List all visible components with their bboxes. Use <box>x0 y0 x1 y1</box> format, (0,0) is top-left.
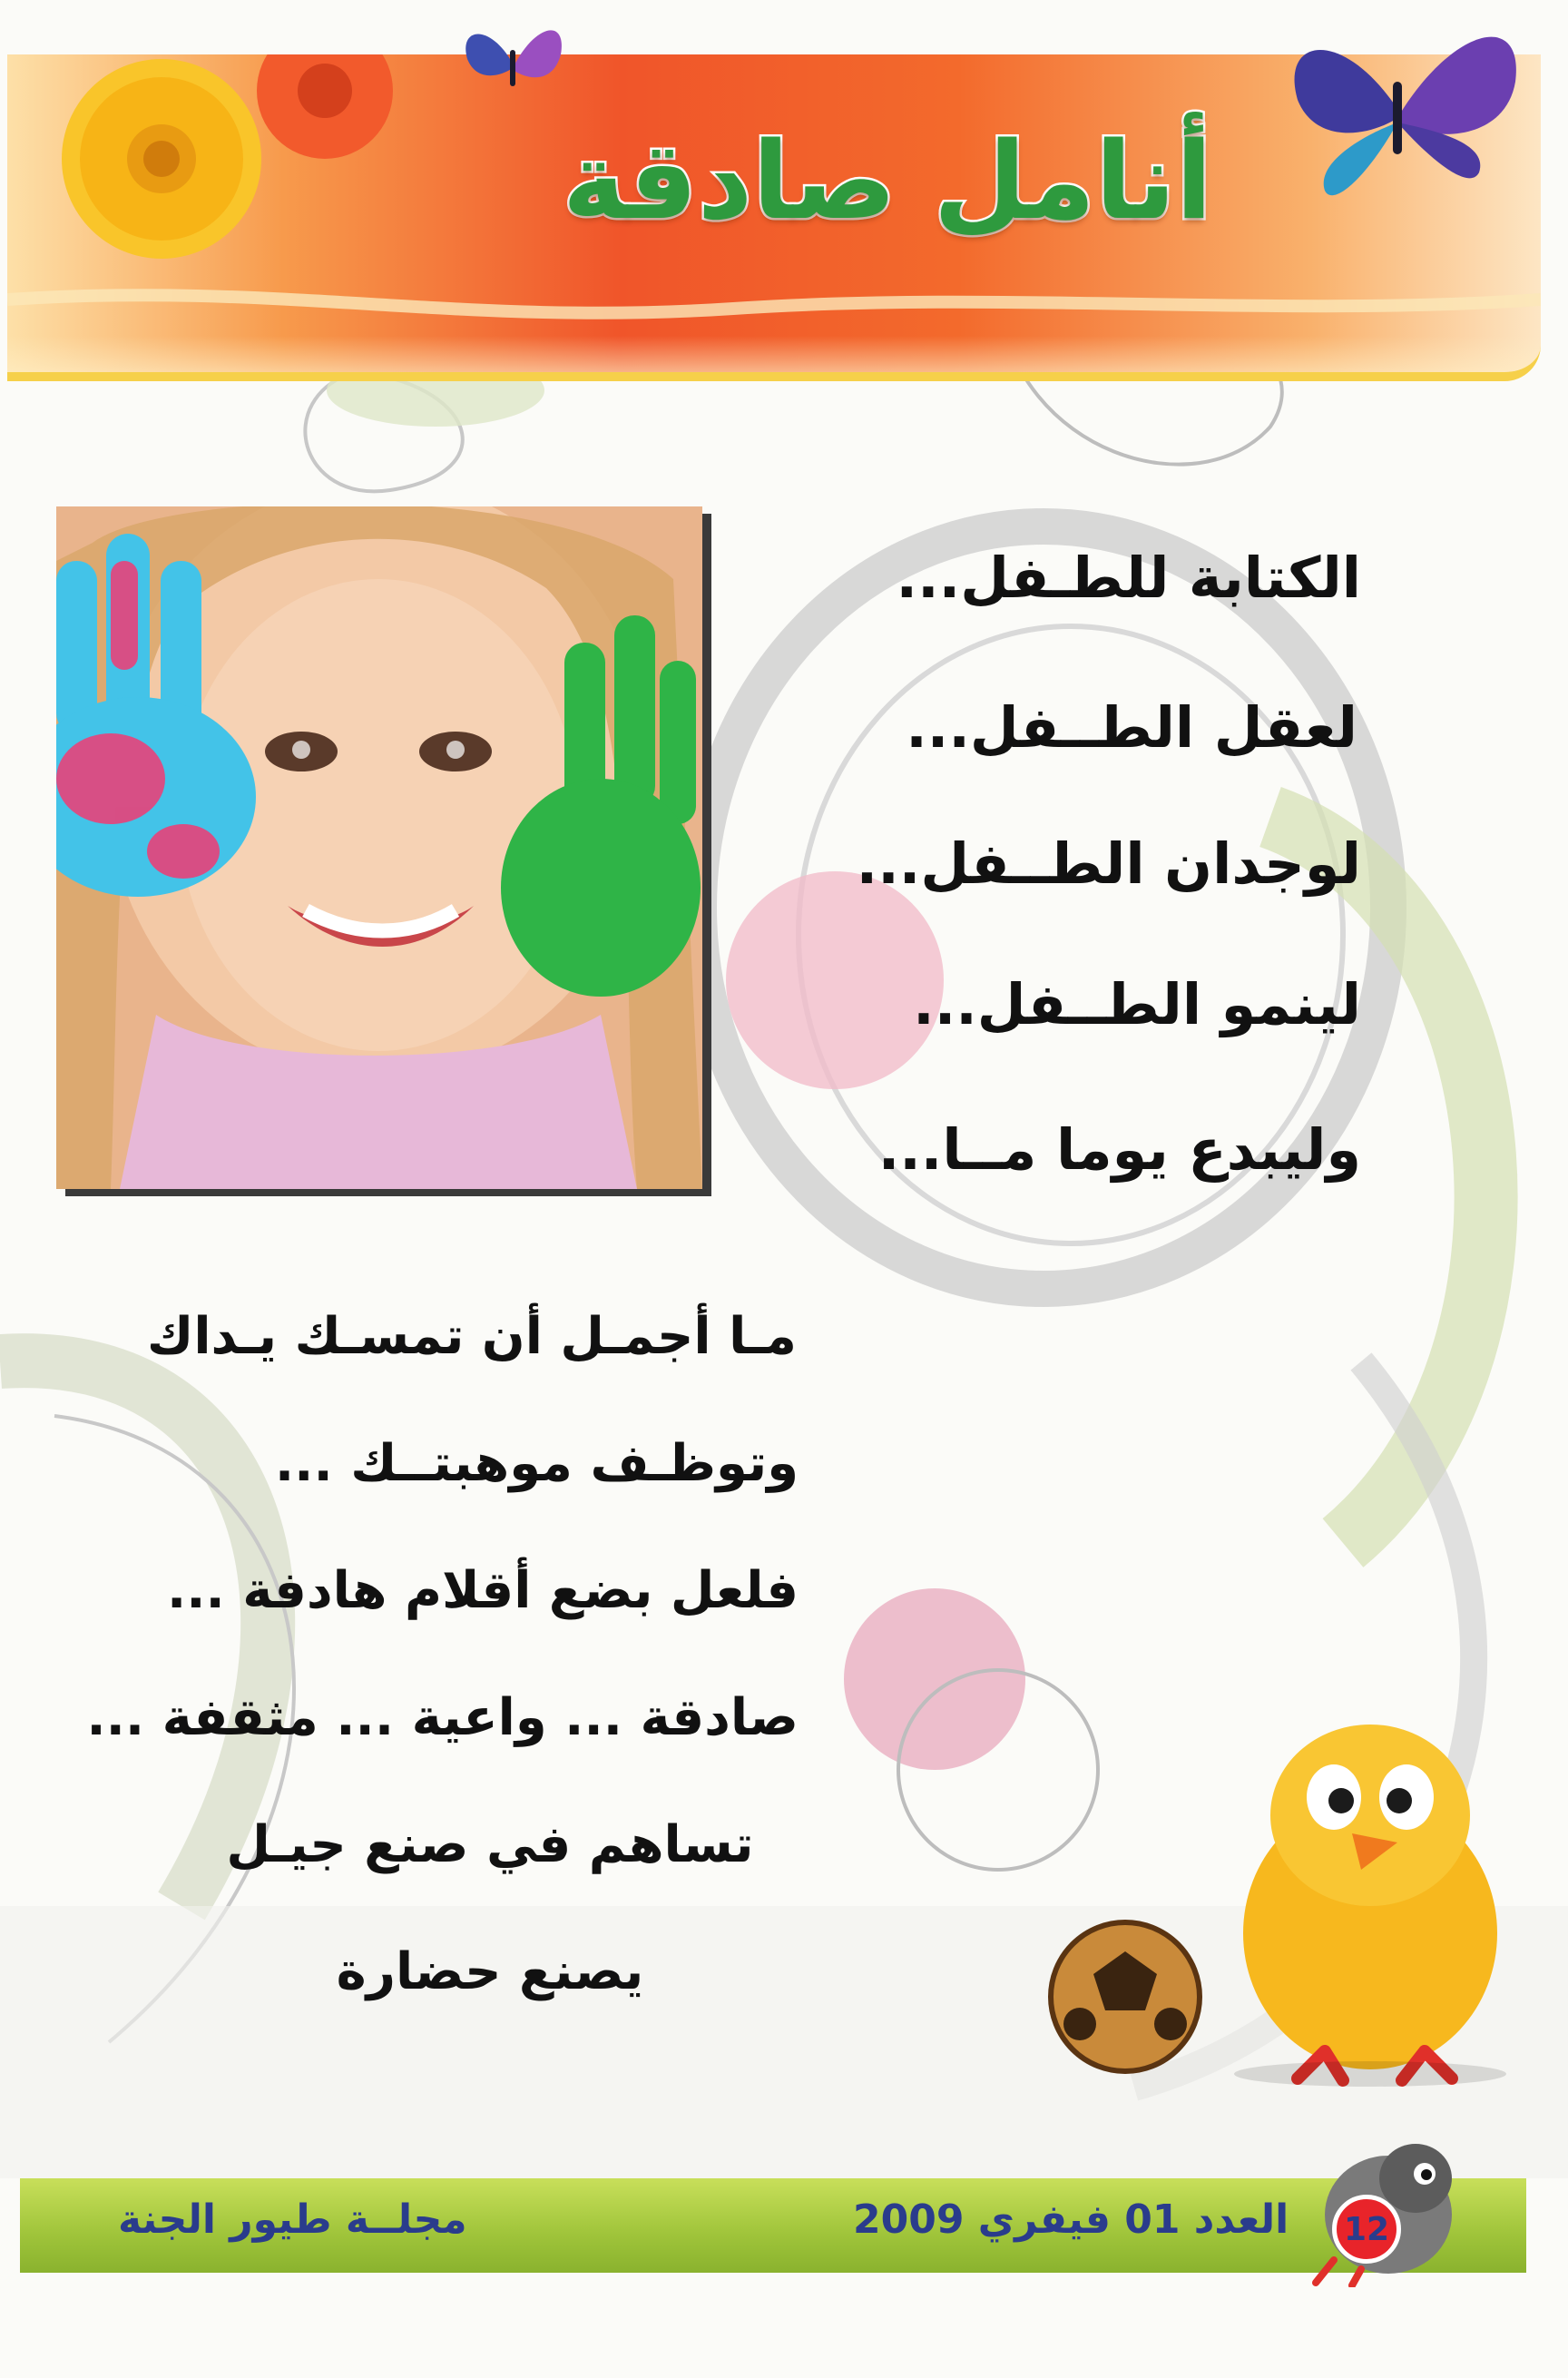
football-icon <box>1044 1915 1207 2078</box>
poem-top-line: الكتابة للطـفل... <box>896 545 1361 611</box>
page-title: أنامل صادقة <box>562 118 1213 243</box>
poem-bottom-line: وتوظـف موهبتــك ... <box>274 1434 799 1493</box>
child-face-illustration <box>56 506 702 1189</box>
chick-mascot <box>1216 1706 1524 2088</box>
poem-top-line: لينمو الطــفل... <box>913 971 1361 1037</box>
poem-bottom-line: تساهم في صنع جيـل <box>226 1815 754 1874</box>
butterfly-icon <box>1261 9 1534 218</box>
poem-top-line: لعقل الطــفل... <box>906 694 1357 761</box>
magazine-name: مجلــة طيور الجنة <box>118 2196 467 2243</box>
page-number-badge: 12 <box>1332 2195 1401 2264</box>
poem-top-line: وليبدع يوما مــا... <box>877 1116 1361 1183</box>
poem-top-line: لوجدان الطــفل... <box>856 830 1361 897</box>
small-butterfly-icon <box>454 14 572 113</box>
poem-bottom-line: صادقة ... واعية ... مثقفة ... <box>86 1688 799 1747</box>
child-photo <box>56 506 702 1189</box>
poem-bottom-line: فلعل بضع أقلام هادفة ... <box>166 1561 799 1620</box>
issue-info: العدد 01 فيفري 2009 <box>853 2196 1289 2243</box>
poem-bottom-line: مـا أجمـل أن تمسـك يـداك <box>147 1307 797 1366</box>
poem-bottom-line: يصنع حضارة <box>336 1942 644 2001</box>
